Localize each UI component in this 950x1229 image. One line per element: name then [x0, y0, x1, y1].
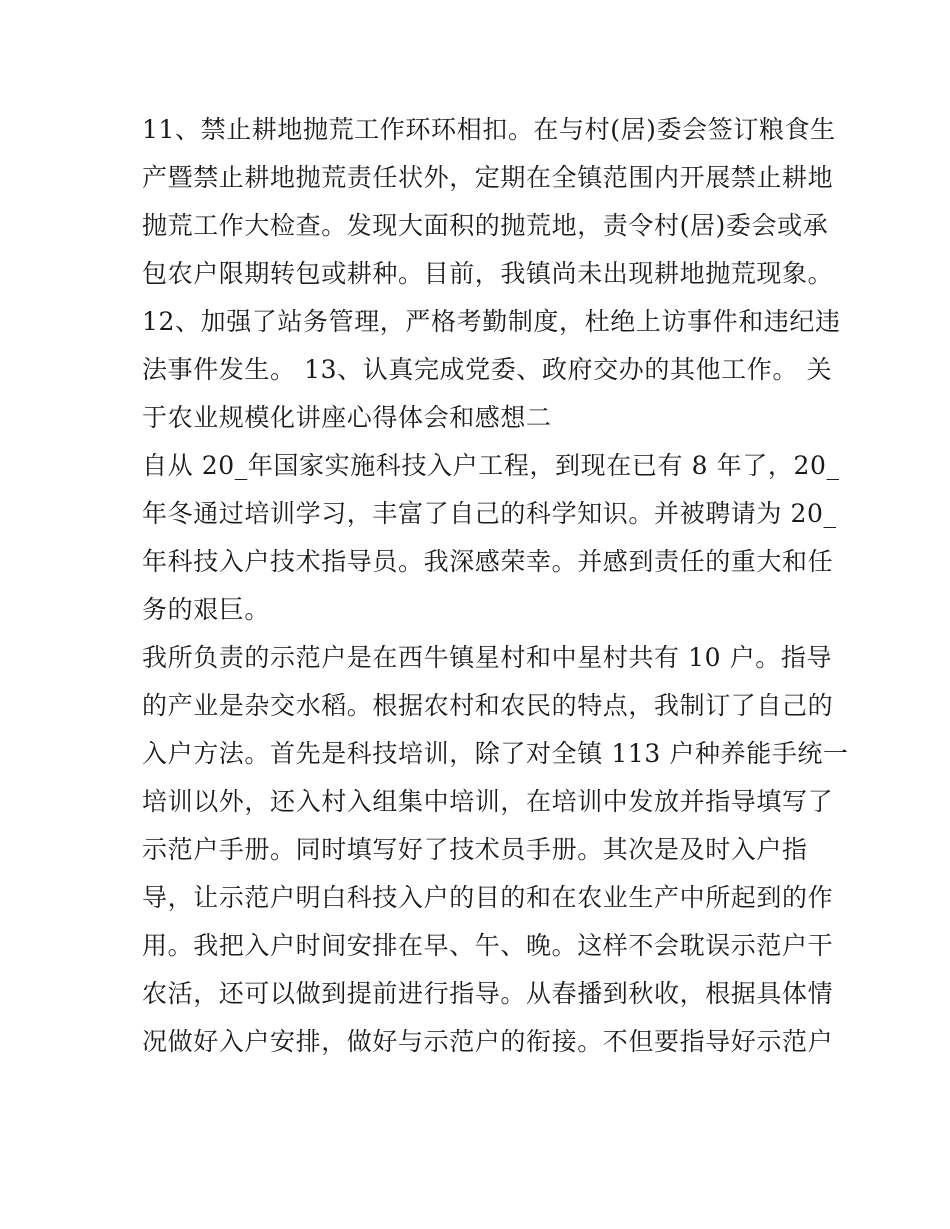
- text-line-9: 年冬通过培训学习，丰富了自己的科学知识。并被聘请为 20_: [142, 499, 837, 528]
- text-line-5: 12、加强了站务管理，严格考勤制度，杜绝上访事件和违纪违: [142, 307, 841, 336]
- text-line-17: 导，让示范户明白科技入户的目的和在农业生产中所起到的作: [142, 883, 834, 912]
- text-line-13: 的产业是杂交水稻。根据农村和农民的特点，我制订了自己的: [142, 691, 834, 720]
- text-line-2: 产暨禁止耕地抛荒责任状外，定期在全镇范围内开展禁止耕地: [142, 163, 834, 192]
- document-body: [142, 106, 849, 1066]
- text-line-12: 我所负责的示范户是在西牛镇星村和中星村共有 10 户。指导: [142, 643, 833, 672]
- text-line-10: 年科技入户技术指导员。我深感荣幸。并感到责任的重大和任: [142, 547, 834, 576]
- text-line-8: 自从 20_年国家实施科技入户工程，到现在已有 8 年了，20_: [142, 451, 840, 480]
- text-line-16: 示范户手册。同时填写好了技术员手册。其次是及时入户指: [142, 835, 808, 864]
- text-line-19: 农活，还可以做到提前进行指导。从春播到秋收，根据具体情: [142, 979, 834, 1008]
- text-line-18: 用。我把入户时间安排在早、午、晚。这样不会耽误示范户干: [142, 931, 834, 960]
- text-line-15: 培训以外，还入村入组集中培训，在培训中发放并指导填写了: [142, 787, 834, 816]
- text-line-20: 况做好入户安排，做好与示范户的衔接。不但要指导好示范户: [142, 1027, 834, 1056]
- text-line-4: 包农户限期转包或耕种。目前，我镇尚未出现耕地抛荒现象。: [142, 259, 834, 288]
- text-line-14: 入户方法。首先是科技培训，除了对全镇 113 户种养能手统一: [142, 739, 849, 768]
- text-line-3: 抛荒工作大检查。发现大面积的抛荒地，责令村(居)委会或承: [142, 211, 829, 240]
- text-line-7: 于农业规模化讲座心得体会和感想二: [142, 403, 552, 432]
- text-line-1: 11、禁止耕地抛荒工作环环相扣。在与村(居)委会签订粮食生: [142, 115, 836, 144]
- text-line-11: 务的艰巨。: [142, 595, 271, 624]
- text-line-6: 法事件发生。 13、认真完成党委、政府交办的其他工作。 关: [142, 355, 833, 384]
